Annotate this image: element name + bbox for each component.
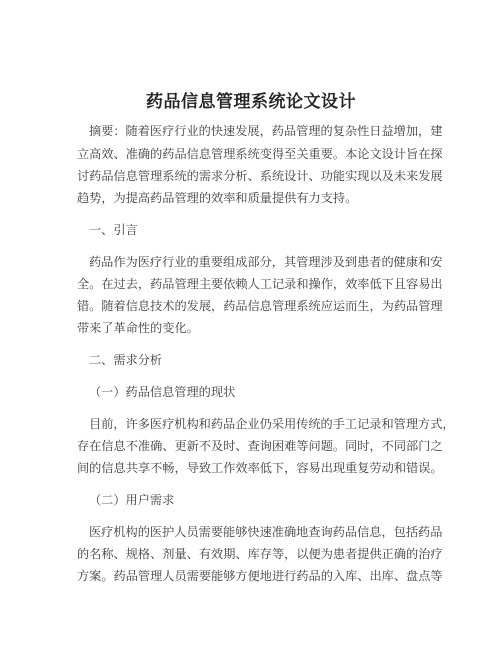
paragraph-line: 间的信息共享不畅，导致工作效率低下，容易出现重复劳动和错误。 xyxy=(77,461,443,475)
subsection-heading-status: （一）药品信息管理的现状 xyxy=(89,385,236,399)
paragraph-line: 的名称、规格、剂量、有效期、库存等，以便为患者提供正确的治疗 xyxy=(77,547,443,561)
section-heading-requirements: 二、需求分析 xyxy=(89,353,163,367)
page-title: 药品信息管理系统论文设计 xyxy=(146,92,356,112)
paragraph-line: 错。随着信息技术的发展，药品信息管理系统应运而生，为药品管理 xyxy=(77,299,443,313)
paragraph-line: 药品作为医疗行业的重要组成部分，其管理涉及到患者的健康和安 xyxy=(89,255,443,269)
paragraph-line: 目前，许多医疗机构和药品企业仍采用传统的手工记录和管理方式， xyxy=(89,417,455,431)
abstract-line: 立高效、准确的药品信息管理系统变得至关重要。本论文设计旨在探 xyxy=(77,147,443,161)
abstract-line: 摘要：随着医疗行业的快速发展，药品管理的复杂性日益增加，建 xyxy=(89,124,443,138)
abstract-line: 讨药品信息管理系统的需求分析、系统设计、功能实现以及未来发展 xyxy=(77,169,443,183)
paragraph-line: 带来了革命性的变化。 xyxy=(77,321,199,335)
section-heading-introduction: 一、引言 xyxy=(89,223,138,237)
abstract-line: 趋势，为提高药品管理的效率和质量提供有力支持。 xyxy=(77,191,358,205)
paragraph-line: 方案。药品管理人员需要能够方便地进行药品的入库、出库、盘点等 xyxy=(77,569,443,583)
paragraph-line: 全。在过去，药品管理主要依赖人工记录和操作，效率低下且容易出 xyxy=(77,277,443,291)
subsection-heading-user-needs: （二）用户需求 xyxy=(89,493,175,507)
paragraph-line: 医疗机构的医护人员需要能够快速准确地查询药品信息，包括药品 xyxy=(89,525,443,539)
paragraph-line: 存在信息不准确、更新不及时、查询困难等问题。同时，不同部门之 xyxy=(77,439,443,453)
